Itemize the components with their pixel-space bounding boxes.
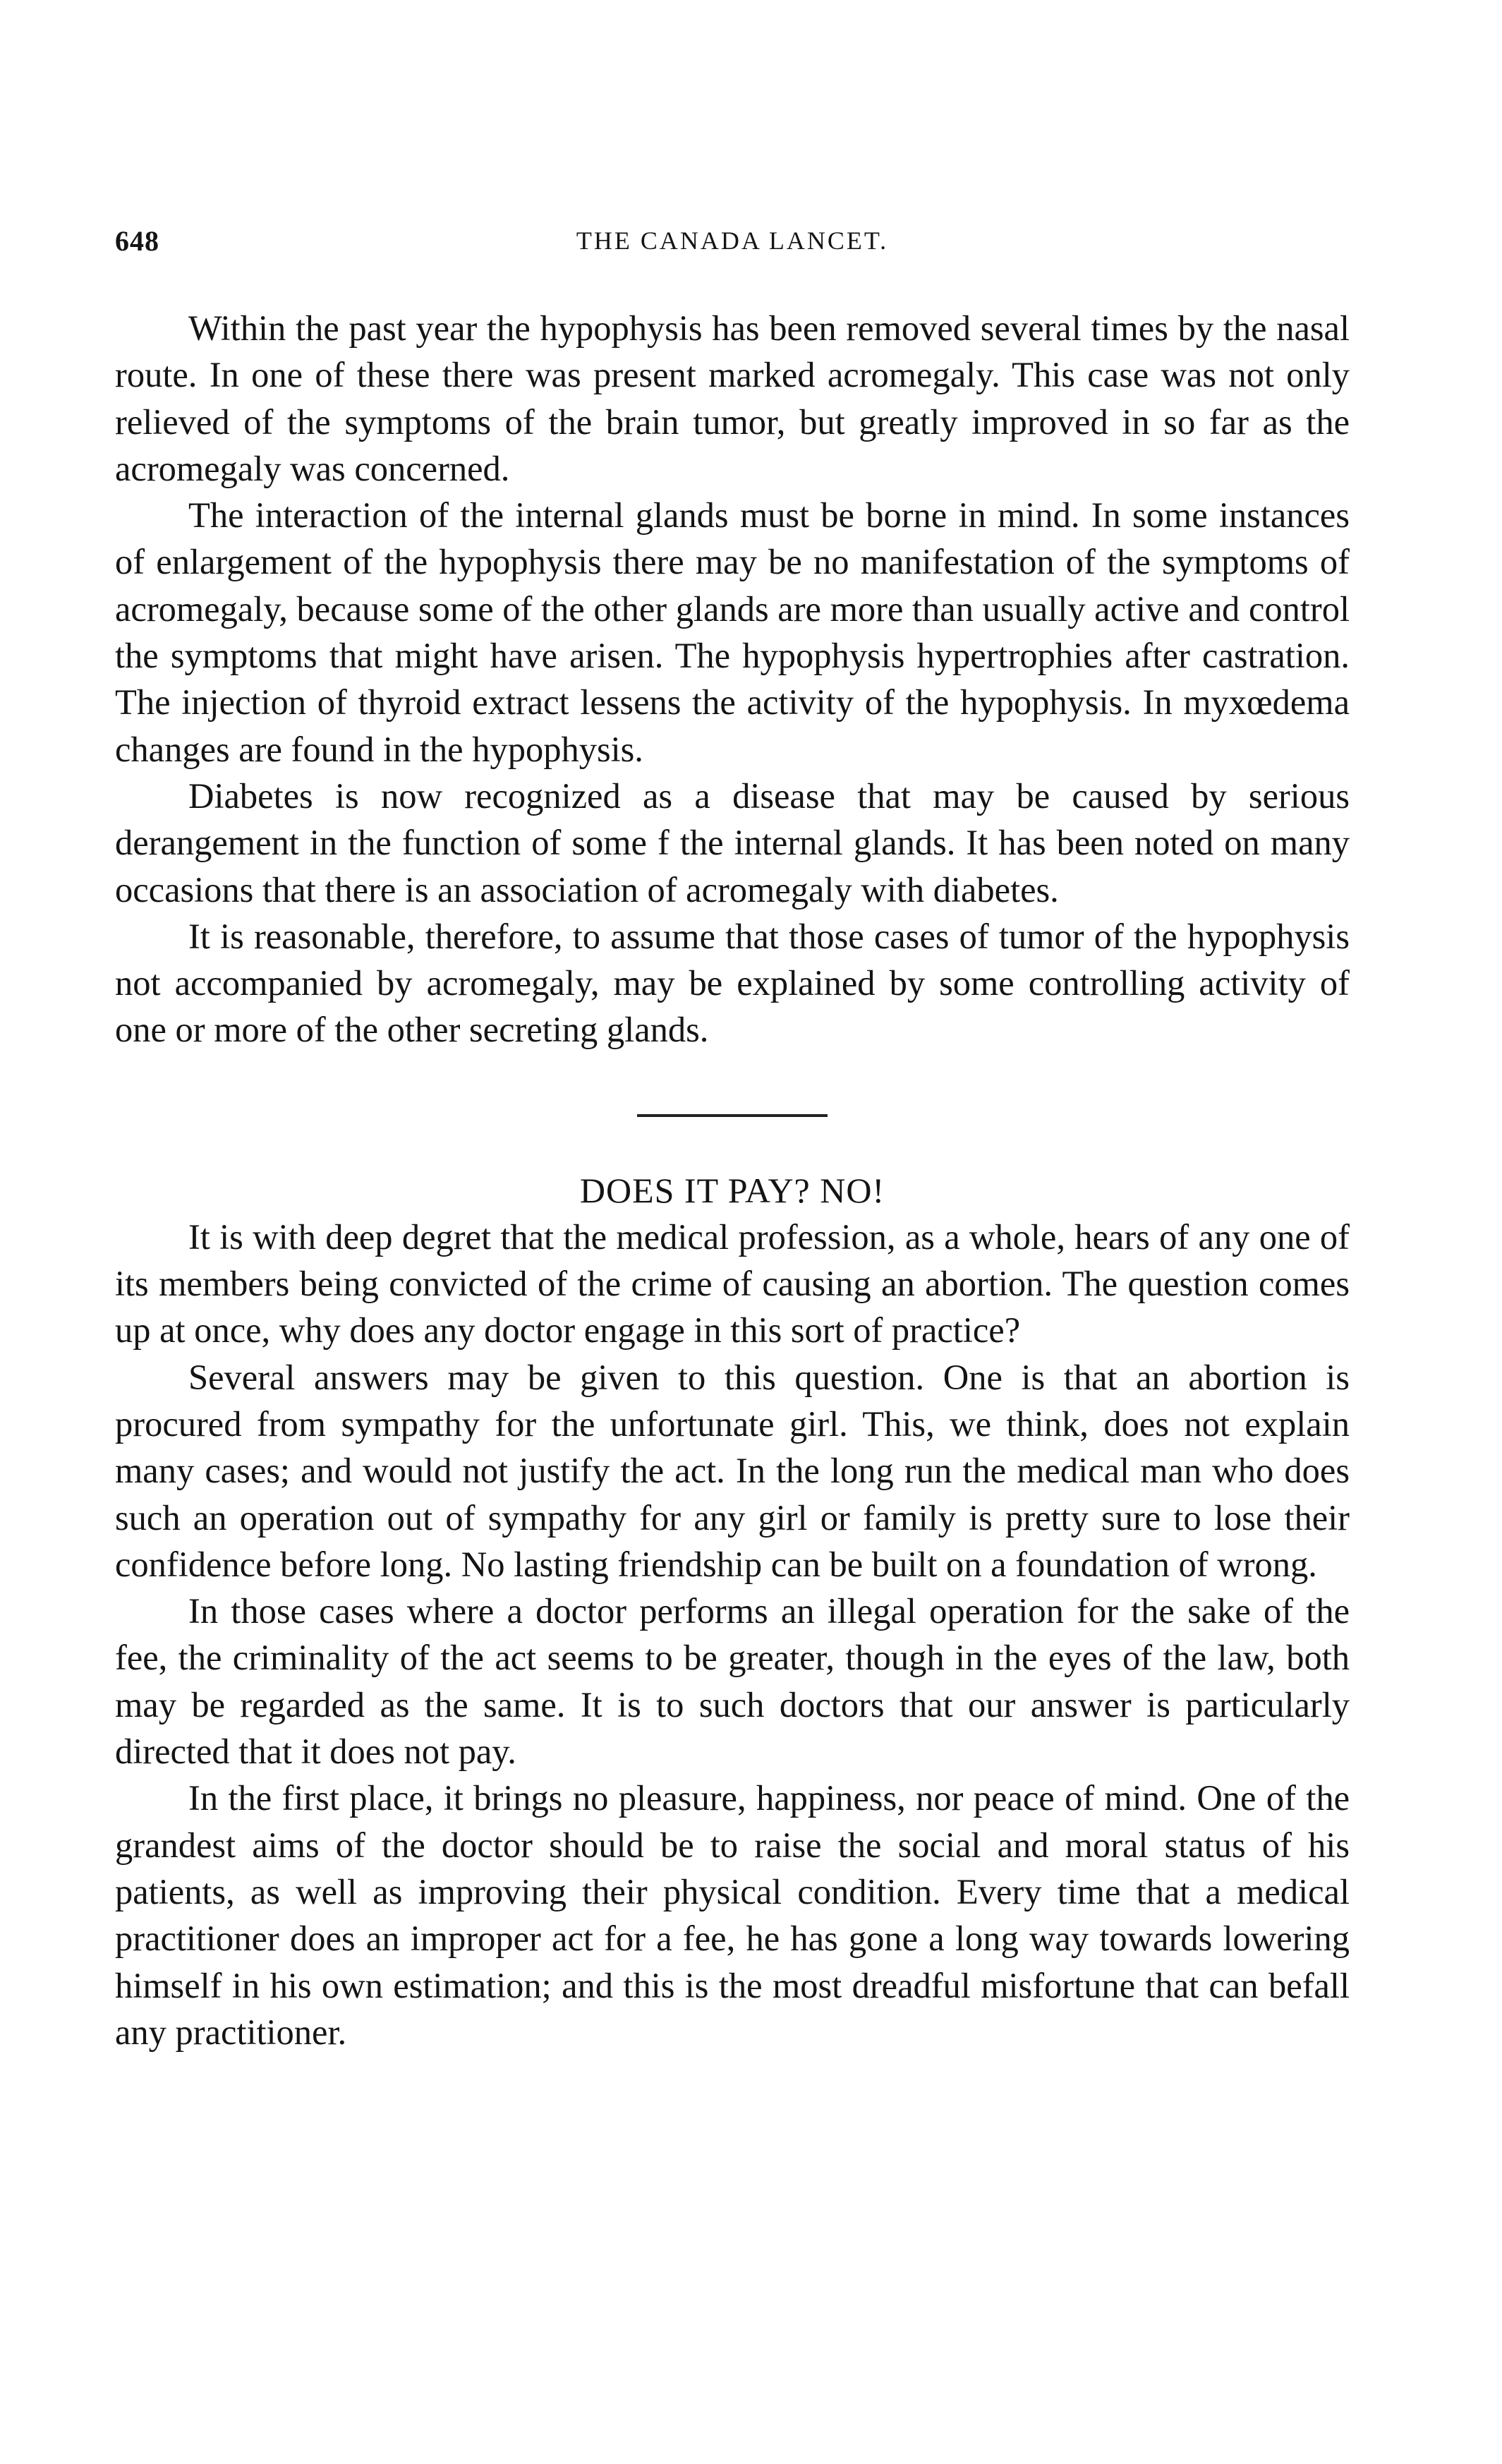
journal-title: THE CANADA LANCET. bbox=[576, 227, 889, 255]
paragraph: It is reasonable, therefore, to assume that those cases of tumor of the hypophysis not accompanied by acromegaly, may be explained by some controlling activity of one or more of the other secreting glands. bbox=[115, 916, 1350, 1050]
body-text bbox=[115, 305, 1350, 2055]
paragraph: In the first place, it brings no pleasure, happiness, nor peace of mind. One of the grandest aims of the doctor should be to raise the social and moral status of his patients, as well as improving their physical condition. Every time that a medical practitioner does an improper act for a fee, he has gone a long way towards lowering himself in his own estimation; and this is the most dreadful misfortune that can befall any practitioner. bbox=[115, 1778, 1350, 2052]
paragraph: Several answers may be given to this question. One is that an abortion is procured from sympathy for the unfortunate girl. This, we think, does not explain many cases; and would not justify the act. In the long run the medical man who does such an operation out of sympathy for any girl or family is pretty sure to lose their confidence before long. No lasting friendship can be built on a foundation of wrong. bbox=[115, 1357, 1350, 1584]
paragraph: In those cases where a doctor performs an illegal operation for the sake of the fee, the criminality of the act seems to be greater, though in the eyes of the law, both may be regarded as the same. It is to such doctors that our answer is particularly directed that it does not pay. bbox=[115, 1591, 1350, 1772]
section-heading: DOES IT PAY? NO! bbox=[579, 1170, 885, 1210]
paragraph: Diabetes is now recognized as a disease that may be caused by serious derangement in the function of some f the internal glands. It has been noted on many occasions that there is an association of acromegaly with diabetes. bbox=[115, 775, 1350, 910]
paragraph: The interaction of the internal glands must be borne in mind. In some instances of enlargement of the hypophysis there may be no manifestation of the symptoms of acromegaly, because some of the other glands are more than usually active and control the symptoms that might have arisen. The hypophysis hypertrophies after castration. The injection of thyroid extract lessens the activity of the hypophysis. In myxœdema changes are found in the hypophysis. bbox=[115, 495, 1350, 769]
paragraph: It is with deep degret that the medical profession, as a whole, hears of any one of its members being convicted of the crime of causing an abortion. The question comes up at once, why does any doctor engage in this sort of practice? bbox=[115, 1216, 1350, 1351]
running-head bbox=[115, 224, 1350, 267]
paragraph: Within the past year the hypophysis has been removed several times by the nasal route. In one of these there was present marked acromegaly. This case was not only relieved of the symptoms of the brain tumor, but greatly improved in so far as the acromegaly was concerned. bbox=[115, 308, 1350, 488]
section-divider bbox=[637, 1114, 828, 1117]
page-number: 648 bbox=[115, 225, 159, 257]
